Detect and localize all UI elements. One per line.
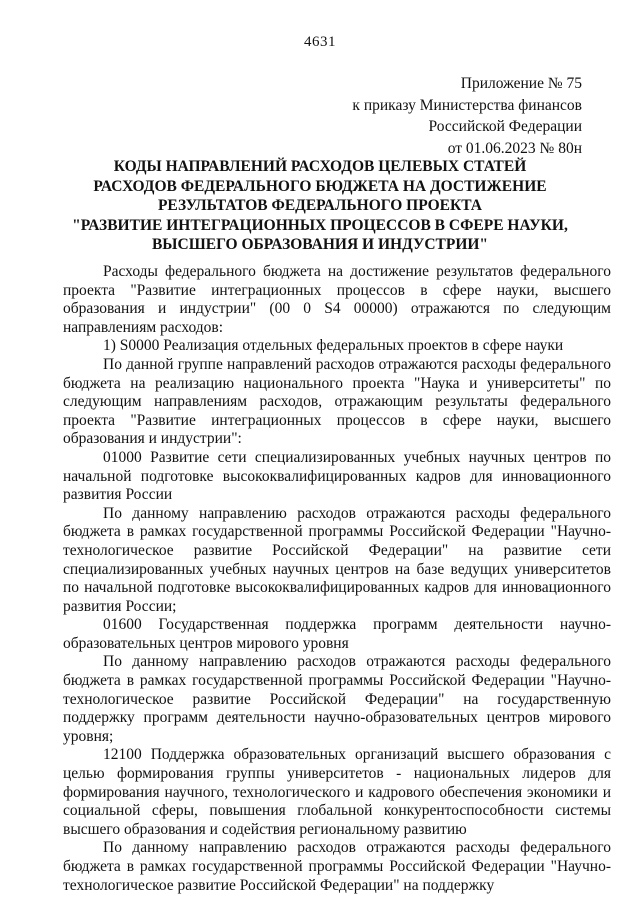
title-line: КОДЫ НАПРАВЛЕНИЙ РАСХОДОВ ЦЕЛЕВЫХ СТАТЕЙ [113,158,527,175]
code-heading-01600: 01600 Государственная поддержка программ деятельности научно-образовательных центров мирового уровня [63,616,611,652]
code-heading-01000: 01000 Развитие сети специализированных учебных научных центров по начальной подготовке высококвалифицированных кадров для инновационного развития России [63,448,611,504]
appendix-line: Российской Федерации [428,118,582,135]
code-description-01600: По данному направлению расходов отражаются расходы федерального бюджета в рамках государственной программы Российской Федерации "Научно-технологическое развитие Российской Федерации" на государственную поддержку программ деятельности научно-образовательных центров мирового уровня; [63,653,611,745]
item-description: По данной группе направлений расходов отражаются расходы федерального бюджета на реализацию национального проекта "Наука и университеты" по следующим направлениям расходов, отражающим результаты федерального проекта "Развитие интеграционных процессов в сфере науки, высшего образования и индустрии": [63,355,611,448]
appendix-line: Приложение № 75 [460,75,582,92]
title-line: РЕЗУЛЬТАТОВ ФЕДЕРАЛЬНОГО ПРОЕКТА [157,197,483,214]
item-heading: 1) S0000 Реализация отдельных федеральных проектов в сфере науки [103,337,564,355]
title-line: "РАЗВИТИЕ ИНТЕГРАЦИОННЫХ ПРОЦЕССОВ В СФЕРЕ НАУКИ, [72,216,568,234]
appendix-line: к приказу Министерства финансов [352,96,582,114]
code-heading-12100: 12100 Поддержка образовательных организаций высшего образования с целью формирования группы университетов - национальных лидеров для формирования научного, технологического и кадрового обеспечения экономики и социальной сферы, повышения глобальной конкурентоспособности системы высшего образования и содействия региональному развитию [63,746,611,838]
code-description-01000: По данному направлению расходов отражаются расходы федерального бюджета в рамках государственной программы Российской Федерации "Научно-технологическое развитие Российской Федерации" на развитие сети специализированных учебных научных центров на базе ведущих университетов по начальной подготовке высококвалифицированных кадров для инновационного развития России; [63,504,611,615]
appendix-line: от 01.06.2023 № 80н [447,139,582,157]
document-title [58,157,582,255]
intro-paragraph: Расходы федерального бюджета на достижение результатов федерального проекта "Развитие интеграционных процессов в сфере науки, высшего образования и индустрии" (00 0 S4 00000) отражаются по следующим направлениям расходов: [63,263,611,336]
appendix-header [320,73,582,159]
title-line: РАСХОДОВ ФЕДЕРАЛЬНОГО БЮДЖЕТА НА ДОСТИЖЕНИЕ [93,177,547,195]
page-number: 4631 [304,34,336,50]
document-body [63,263,611,895]
title-line: ВЫСШЕГО ОБРАЗОВАНИЯ И ИНДУСТРИИ" [151,236,489,253]
code-description-12100: По данному направлению расходов отражаются расходы федерального бюджета в рамках государственной программы Российской Федерации "Научно-технологическое развитие Российской Федерации" на поддержку [63,839,611,894]
